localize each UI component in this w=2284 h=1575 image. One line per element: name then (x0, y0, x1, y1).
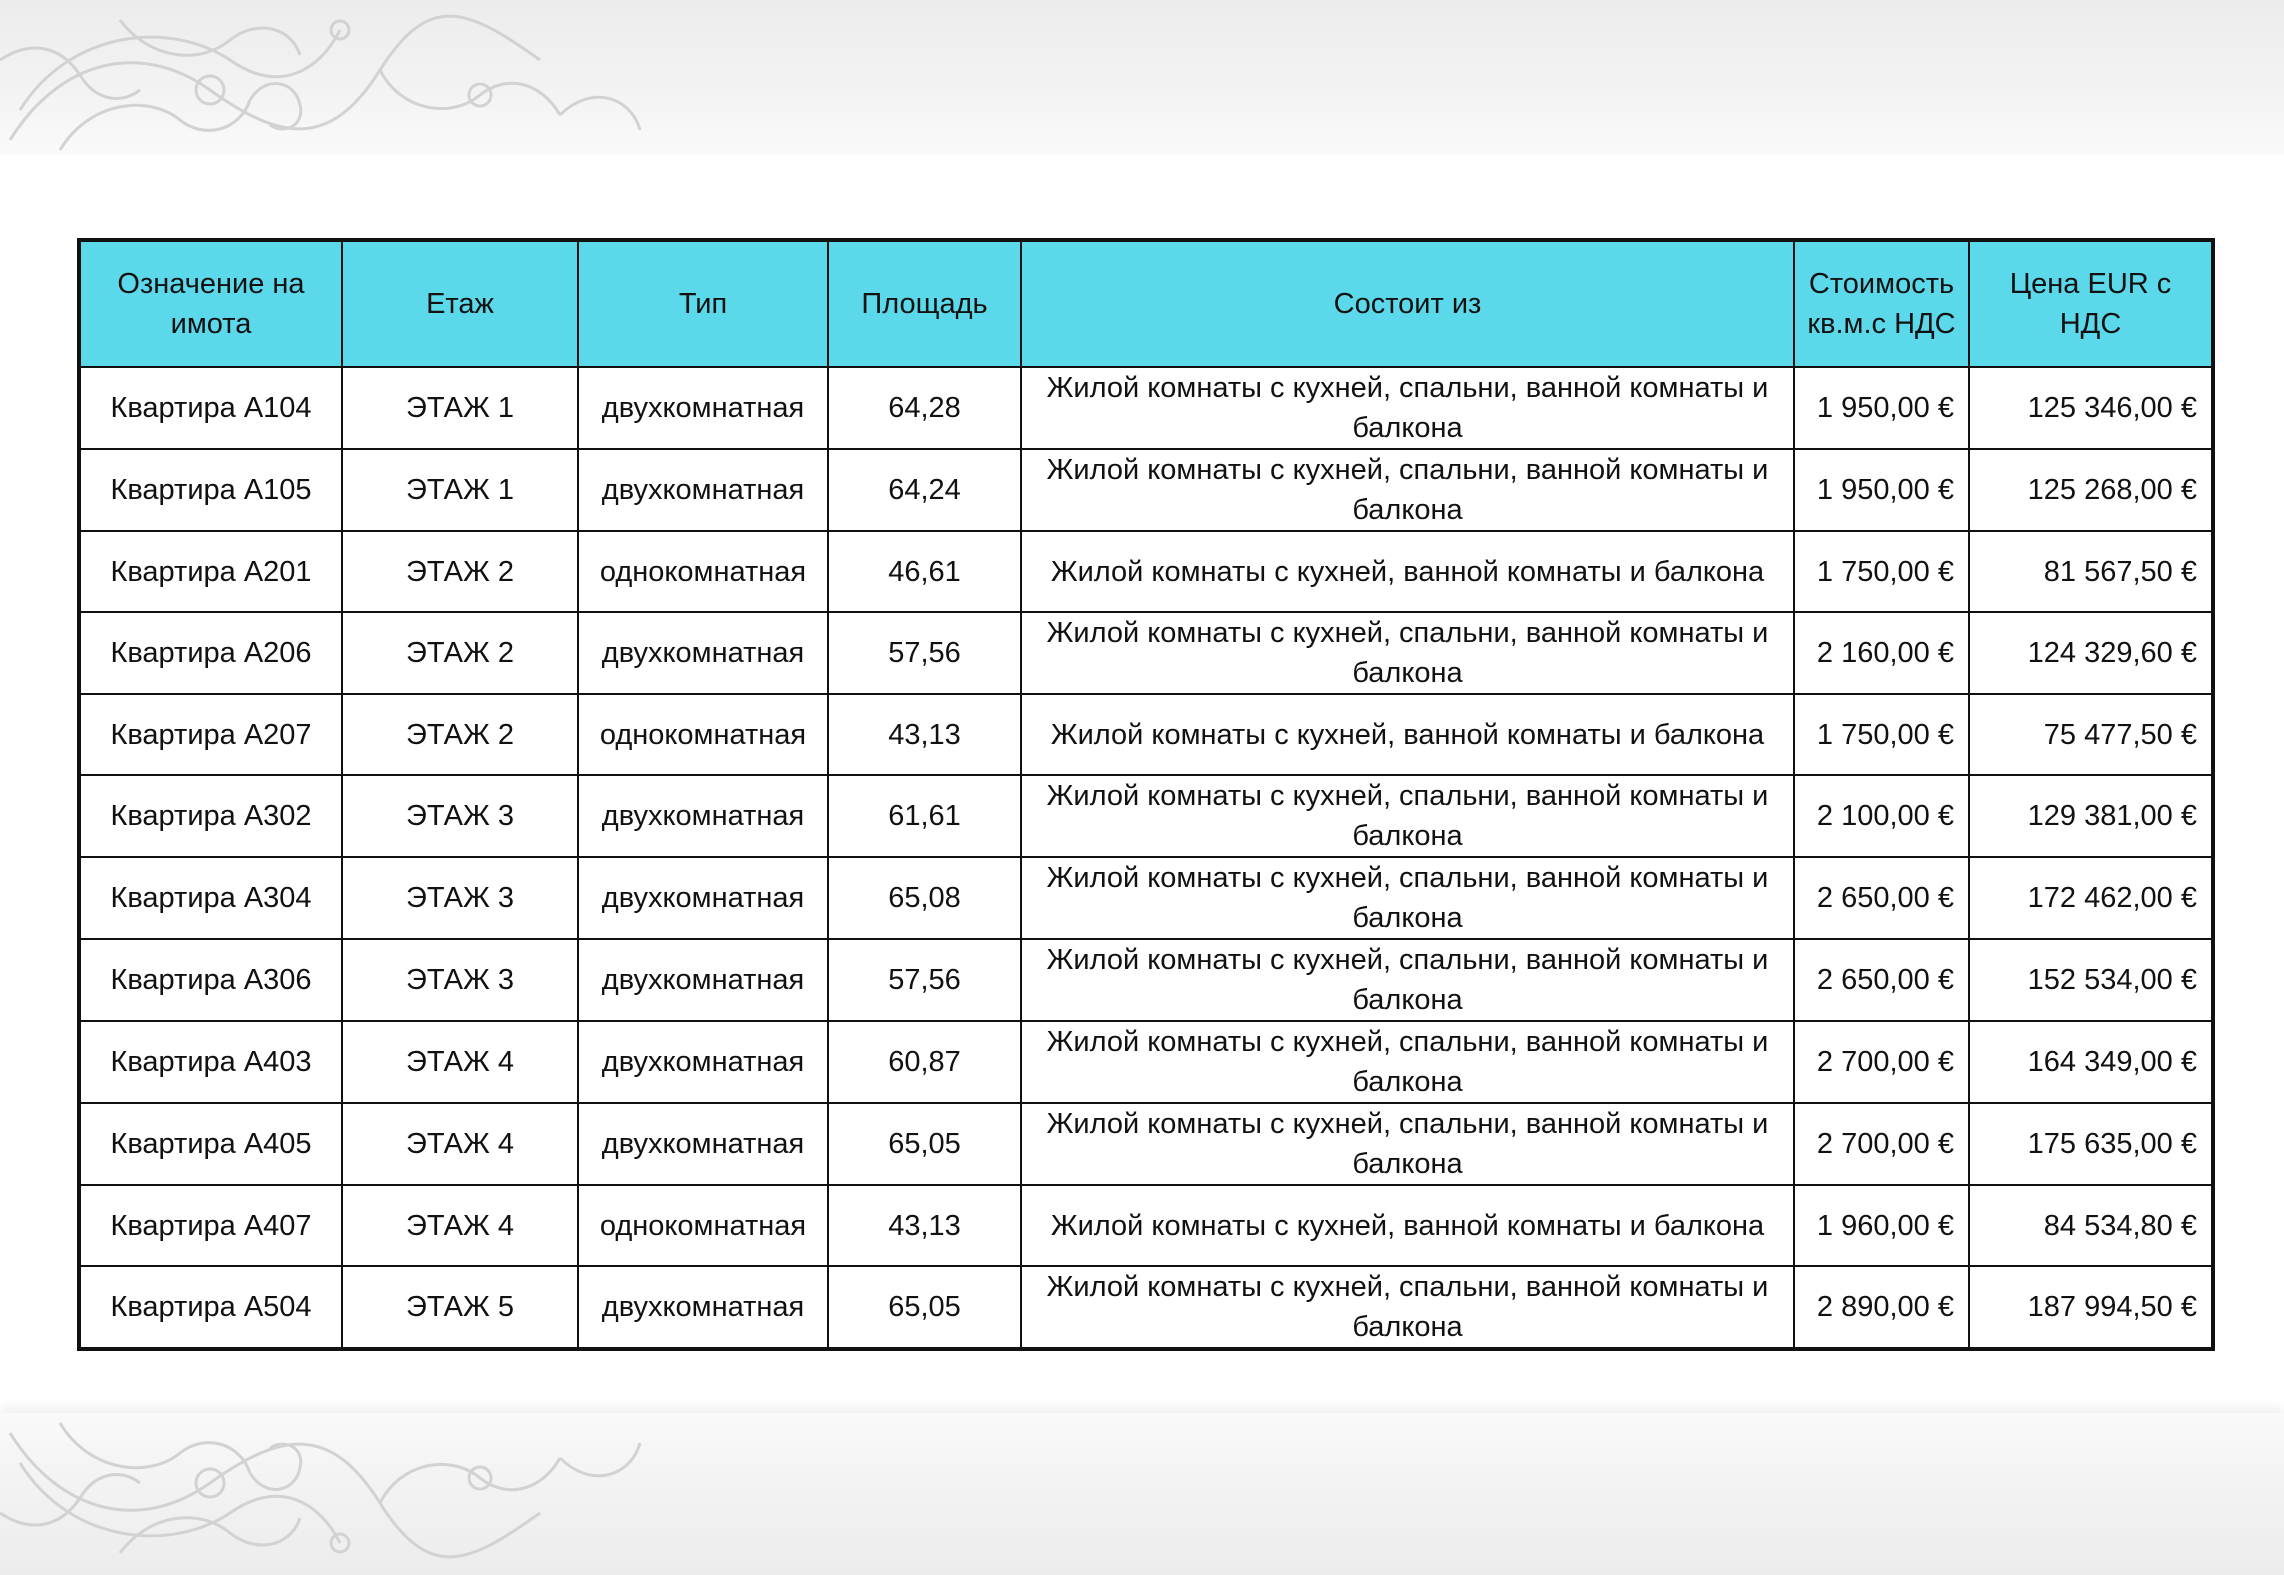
cell-area: 65,05 (828, 1266, 1021, 1349)
cell-type: двухкомнатная (578, 449, 828, 531)
cell-floor: ЭТАЖ 1 (342, 449, 578, 531)
cell-floor: ЭТАЖ 4 (342, 1103, 578, 1185)
cell-designation: Квартира А302 (79, 775, 342, 857)
cell-floor: ЭТАЖ 2 (342, 694, 578, 775)
table-row (79, 1266, 2213, 1349)
cell-price-total: 81 567,50 € (1969, 531, 2213, 612)
column-header-designation: Означение на имота (79, 240, 342, 367)
cell-area: 60,87 (828, 1021, 1021, 1103)
cell-price-per-sqm: 1 750,00 € (1794, 531, 1969, 612)
table-row (79, 1021, 2213, 1103)
cell-price-per-sqm: 2 700,00 € (1794, 1103, 1969, 1185)
cell-designation: Квартира А105 (79, 449, 342, 531)
cell-price-total: 75 477,50 € (1969, 694, 2213, 775)
cell-floor: ЭТАЖ 4 (342, 1021, 578, 1103)
cell-price-per-sqm: 2 890,00 € (1794, 1266, 1969, 1349)
cell-type: однокомнатная (578, 694, 828, 775)
cell-designation: Квартира А304 (79, 857, 342, 939)
cell-area: 57,56 (828, 939, 1021, 1021)
cell-price-total: 152 534,00 € (1969, 939, 2213, 1021)
cell-floor: ЭТАЖ 4 (342, 1185, 578, 1266)
cell-designation: Квартира А207 (79, 694, 342, 775)
cell-type: двухкомнатная (578, 1266, 828, 1349)
table-row (79, 612, 2213, 694)
table-row (79, 367, 2213, 449)
cell-price-total: 164 349,00 € (1969, 1021, 2213, 1103)
cell-type: двухкомнатная (578, 367, 828, 449)
floral-ornament-top-icon (0, 0, 700, 155)
cell-consists-of: Жилой комнаты с кухней, спальни, ванной комнаты и балкона (1021, 939, 1794, 1021)
table-row (79, 1103, 2213, 1185)
cell-type: двухкомнатная (578, 1103, 828, 1185)
cell-area: 43,13 (828, 694, 1021, 775)
cell-consists-of: Жилой комнаты с кухней, ванной комнаты и балкона (1021, 1185, 1794, 1266)
cell-designation: Квартира А104 (79, 367, 342, 449)
cell-price-per-sqm: 1 950,00 € (1794, 367, 1969, 449)
table-header-row (79, 240, 2213, 367)
table-row (79, 775, 2213, 857)
cell-price-per-sqm: 2 650,00 € (1794, 939, 1969, 1021)
cell-consists-of: Жилой комнаты с кухней, спальни, ванной комнаты и балкона (1021, 612, 1794, 694)
cell-type: однокомнатная (578, 1185, 828, 1266)
column-header-area: Площадь (828, 240, 1021, 367)
cell-designation: Квартира А306 (79, 939, 342, 1021)
cell-area: 61,61 (828, 775, 1021, 857)
cell-designation: Квартира А206 (79, 612, 342, 694)
cell-type: двухкомнатная (578, 939, 828, 1021)
cell-floor: ЭТАЖ 3 (342, 939, 578, 1021)
cell-floor: ЭТАЖ 2 (342, 612, 578, 694)
cell-type: двухкомнатная (578, 775, 828, 857)
cell-designation: Квартира А405 (79, 1103, 342, 1185)
cell-floor: ЭТАЖ 1 (342, 367, 578, 449)
cell-price-total: 175 635,00 € (1969, 1103, 2213, 1185)
cell-area: 43,13 (828, 1185, 1021, 1266)
cell-price-per-sqm: 2 650,00 € (1794, 857, 1969, 939)
cell-designation: Квартира А504 (79, 1266, 342, 1349)
cell-price-total: 187 994,50 € (1969, 1266, 2213, 1349)
cell-area: 64,28 (828, 367, 1021, 449)
cell-consists-of: Жилой комнаты с кухней, спальни, ванной комнаты и балкона (1021, 367, 1794, 449)
column-header-type: Тип (578, 240, 828, 367)
cell-price-total: 124 329,60 € (1969, 612, 2213, 694)
table-row (79, 449, 2213, 531)
cell-designation: Квартира А407 (79, 1185, 342, 1266)
cell-area: 65,08 (828, 857, 1021, 939)
cell-price-total: 125 346,00 € (1969, 367, 2213, 449)
bottom-decorative-band (0, 1413, 2284, 1575)
cell-consists-of: Жилой комнаты с кухней, спальни, ванной комнаты и балкона (1021, 857, 1794, 939)
cell-area: 64,24 (828, 449, 1021, 531)
cell-floor: ЭТАЖ 3 (342, 775, 578, 857)
cell-consists-of: Жилой комнаты с кухней, ванной комнаты и балкона (1021, 694, 1794, 775)
table-row (79, 939, 2213, 1021)
cell-area: 46,61 (828, 531, 1021, 612)
cell-consists-of: Жилой комнаты с кухней, спальни, ванной комнаты и балкона (1021, 449, 1794, 531)
cell-consists-of: Жилой комнаты с кухней, ванной комнаты и балкона (1021, 531, 1794, 612)
cell-area: 57,56 (828, 612, 1021, 694)
table-row (79, 857, 2213, 939)
cell-price-per-sqm: 2 100,00 € (1794, 775, 1969, 857)
cell-price-per-sqm: 1 960,00 € (1794, 1185, 1969, 1266)
cell-consists-of: Жилой комнаты с кухней, спальни, ванной комнаты и балкона (1021, 1103, 1794, 1185)
floral-ornament-bottom-icon (0, 1413, 700, 1575)
cell-designation: Квартира А403 (79, 1021, 342, 1103)
cell-consists-of: Жилой комнаты с кухней, спальни, ванной комнаты и балкона (1021, 1021, 1794, 1103)
column-header-price-total: Цена EUR с НДС (1969, 240, 2213, 367)
cell-floor: ЭТАЖ 3 (342, 857, 578, 939)
cell-price-total: 84 534,80 € (1969, 1185, 2213, 1266)
table-row (79, 694, 2213, 775)
cell-type: двухкомнатная (578, 1021, 828, 1103)
cell-type: двухкомнатная (578, 857, 828, 939)
cell-area: 65,05 (828, 1103, 1021, 1185)
cell-floor: ЭТАЖ 2 (342, 531, 578, 612)
cell-price-total: 172 462,00 € (1969, 857, 2213, 939)
column-header-consists-of: Состоит из (1021, 240, 1794, 367)
cell-designation: Квартира А201 (79, 531, 342, 612)
apartment-price-table (77, 238, 2215, 1351)
table-row (79, 531, 2213, 612)
cell-price-total: 129 381,00 € (1969, 775, 2213, 857)
cell-floor: ЭТАЖ 5 (342, 1266, 578, 1349)
cell-type: двухкомнатная (578, 612, 828, 694)
cell-price-per-sqm: 1 750,00 € (1794, 694, 1969, 775)
column-header-floor: Етаж (342, 240, 578, 367)
cell-price-total: 125 268,00 € (1969, 449, 2213, 531)
cell-consists-of: Жилой комнаты с кухней, спальни, ванной комнаты и балкона (1021, 1266, 1794, 1349)
top-decorative-band (0, 0, 2284, 155)
cell-price-per-sqm: 2 160,00 € (1794, 612, 1969, 694)
column-header-price-per-sqm: Стоимость кв.м.с НДС (1794, 240, 1969, 367)
cell-price-per-sqm: 1 950,00 € (1794, 449, 1969, 531)
cell-consists-of: Жилой комнаты с кухней, спальни, ванной комнаты и балкона (1021, 775, 1794, 857)
cell-type: однокомнатная (578, 531, 828, 612)
cell-price-per-sqm: 2 700,00 € (1794, 1021, 1969, 1103)
table-row (79, 1185, 2213, 1266)
